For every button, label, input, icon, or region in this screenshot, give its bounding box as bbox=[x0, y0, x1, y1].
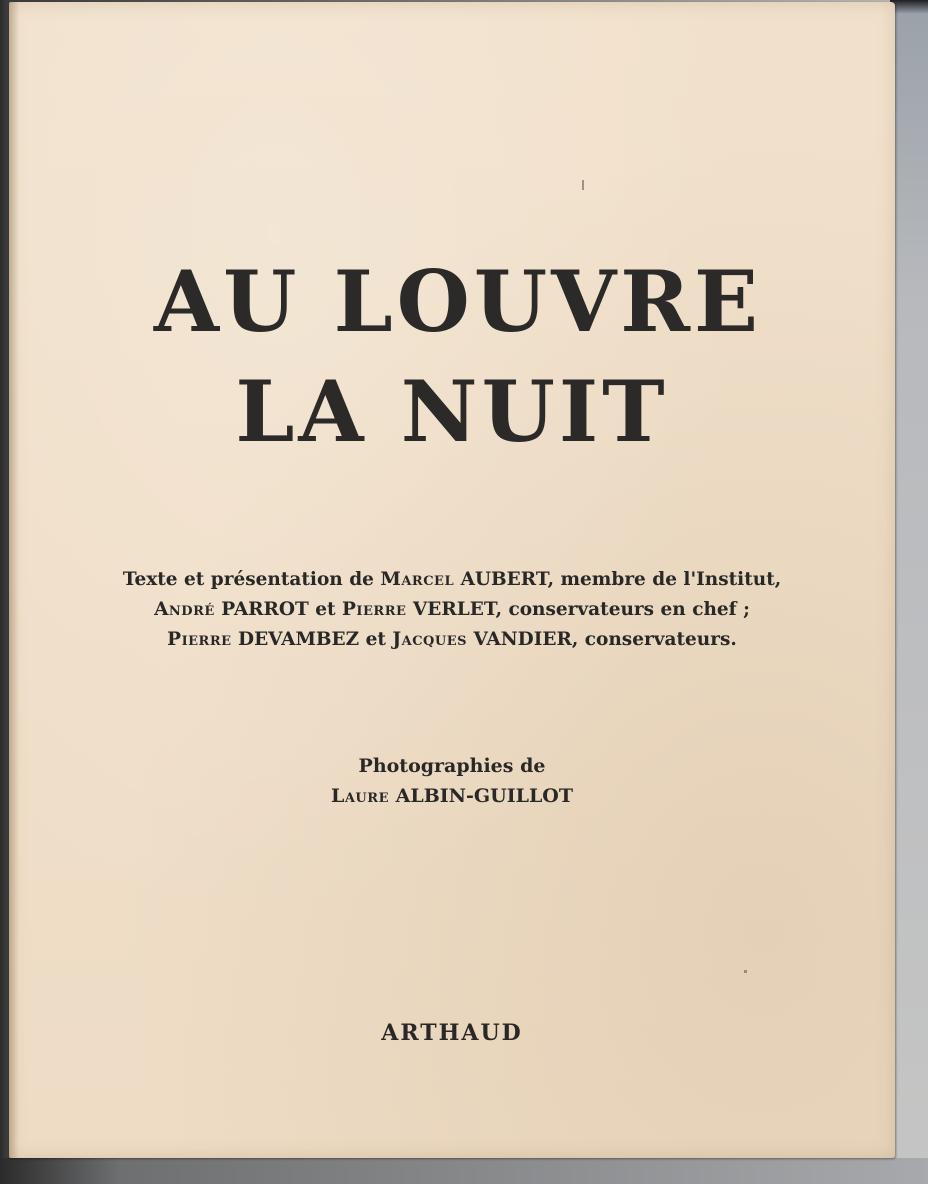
photographer-last-name: ALBIN-GUILLOT bbox=[395, 785, 574, 807]
author-last-name: AUBERT bbox=[460, 569, 548, 590]
credits-line-3 bbox=[9, 625, 895, 655]
author-last-name: DEVAMBEZ bbox=[238, 629, 360, 650]
author-role: , membre de l'Institut, bbox=[547, 569, 782, 590]
author-role: , conservateurs en chef ; bbox=[495, 599, 750, 620]
author-first-name: Pierre bbox=[342, 599, 407, 620]
author-role: , conservateurs. bbox=[571, 629, 737, 650]
credits-line-2 bbox=[9, 595, 895, 625]
book-title-line-1: AU LOUVRE bbox=[153, 252, 763, 351]
author-first-name: Pierre bbox=[167, 629, 232, 650]
author-last-name: PARROT bbox=[221, 599, 309, 620]
photographer-name bbox=[9, 781, 895, 811]
photographer-credit bbox=[9, 751, 895, 811]
paper-speck bbox=[582, 180, 584, 190]
author-first-name: André bbox=[154, 599, 215, 620]
photographs-label: Photographies de bbox=[358, 755, 546, 777]
book-cover bbox=[9, 2, 895, 1158]
publisher-name: ARTHAUD bbox=[381, 1020, 523, 1046]
credits-joiner: et bbox=[359, 629, 393, 650]
photographer-first-name: Laure bbox=[330, 785, 389, 807]
scan-background-bottom bbox=[0, 1158, 928, 1184]
author-first-name: Marcel bbox=[380, 569, 455, 590]
credits-line-1 bbox=[9, 565, 895, 595]
credits-prefix: Texte et présentation de bbox=[122, 569, 381, 590]
book-title-line-2: LA NUIT bbox=[235, 362, 669, 461]
credits-joiner: et bbox=[308, 599, 343, 620]
author-last-name: VERLET bbox=[412, 599, 496, 620]
author-credits bbox=[9, 565, 895, 655]
author-last-name: VANDIER bbox=[473, 629, 572, 650]
paper-speck bbox=[744, 970, 747, 973]
author-first-name: Jacques bbox=[392, 629, 468, 650]
scan-background-right bbox=[890, 0, 928, 1184]
